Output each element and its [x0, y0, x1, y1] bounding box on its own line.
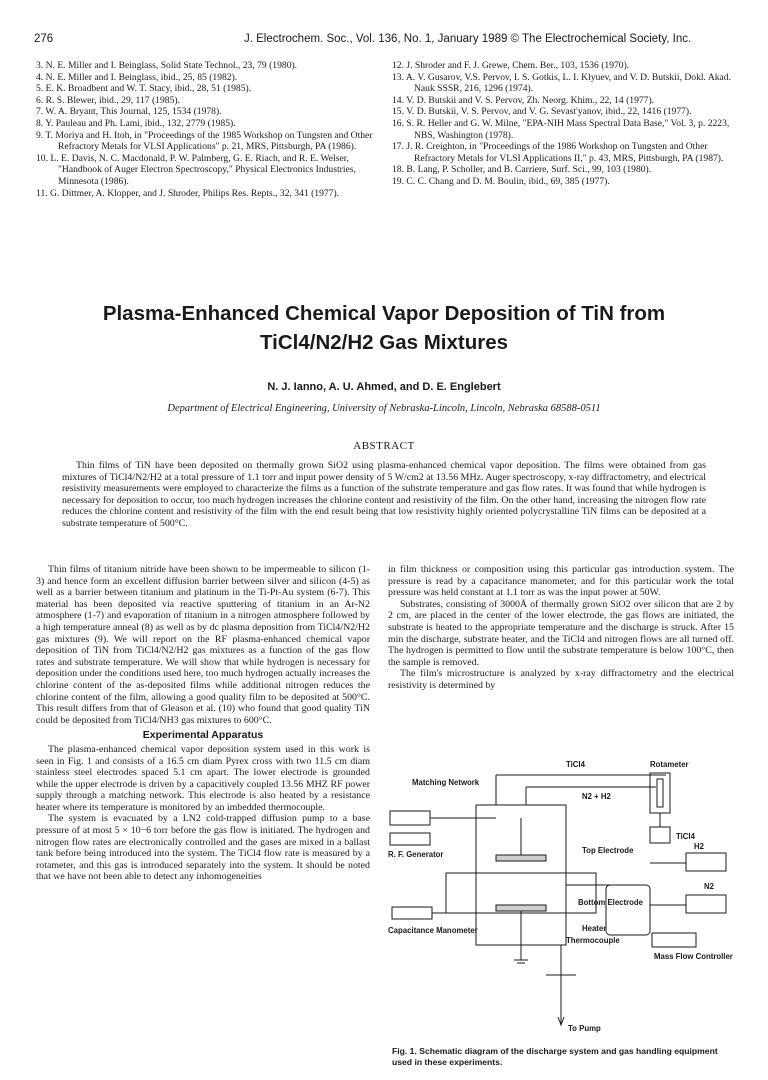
title-line-2: TiCl4/N2/H2 Gas Mixtures	[260, 331, 508, 354]
reference-item: 13. A. V. Gusarov, V.S. Pervov, I. S. Gotkis, L. I. Klyuev, and V. D. Butskii, Dokl. Akad. Nauk SSSR, 216, 1296 (1974).	[392, 71, 731, 95]
reference-item: 15. V. D. Butskii, V. S. Pervov, and V. G. Sevast'yanov, ibid., 22, 1416 (1977).	[392, 106, 692, 118]
fig-label-mass-flow-controller: Mass Flow Controller	[654, 952, 733, 961]
reference-item: 18. B. Lang, P. Scholler, and B. Carriere, Surf. Sci., 99, 103 (1980).	[392, 164, 652, 176]
affiliation: Department of Electrical Engineering, University of Nebraska-Lincoln, Lincoln, Nebraska 68588-0511	[167, 403, 601, 414]
reference-item: 8. Y. Pauleau and Ph. Lami, ibid., 132, 2779 (1985).	[36, 117, 236, 129]
capacitance-manometer-box	[392, 907, 432, 919]
page-number: 276	[34, 33, 54, 45]
body-paragraph: The film's microstructure is analyzed by x-ray diffractometry and the electrical resistivity is determined by	[388, 668, 734, 691]
body-column-left	[36, 564, 370, 883]
mass-flow-controller-box	[652, 933, 696, 947]
mfc-h2	[686, 853, 726, 871]
references-left	[36, 60, 374, 199]
section-heading: Experimental Apparatus	[142, 729, 264, 742]
mfc-n2	[686, 895, 726, 913]
reference-item: 3. N. E. Miller and I. Beinglass, Solid State Technol., 23, 79 (1980).	[36, 60, 298, 71]
journal-line: J. Electrochem. Soc., Vol. 136, No. 1, January 1989 © The Electrochemical Society, Inc.	[244, 33, 692, 45]
bottom-electrode	[496, 905, 546, 911]
fig-label-bottom-electrode: Bottom Electrode	[578, 898, 643, 907]
title-line-1: Plasma-Enhanced Chemical Vapor Deposition of TiN from	[102, 302, 666, 325]
reference-item: 10. L. E. Davis, N. C. Macdonald, P. W. Palmberg, G. E. Riach, and R. E. Welser, "Handbook of Auger Electron Spectroscopy," Physical Electronics Industries, Minnesota (1986).	[36, 152, 356, 187]
figure-1-schematic	[386, 755, 736, 1040]
reference-item: 4. N. E. Miller and I. Beinglass, ibid., 25, 85 (1982).	[36, 71, 238, 83]
intro-paragraph: Thin films of titanium nitride have been shown to be impermeable to silicon (1-3) and hence form an excellent diffusion barrier between silver and silicon (4-5) as well as a barrier between titanium and platinum in the Ti-Pt-Au system (6-7). This material has been deposited via reactive sputtering of titanium in an Ar-N2 atmosphere (1-7) and evaporation of titanium in a nitrogen atmosphere followed by a high temperature anneal (8) as well as by dc plasma deposition from TiCl4/N2/H2 gas mixtures (9). We will report on the RF plasma-enhanced chemical vapor deposition of TiN from TiCl4/N2/H2 gas mixtures as a function of the gas flow rates and substrate temperature. We will show that while hydrogen is necessary for deposition under the conditions used here, too much hydrogen actually increases the chlorine content of the as-deposited films while additional nitrogen reduces the chlorine content of the film, allowing a good quality film to be deposited at 500°C. This result differs from that of Gleason et al. (10) who found that good quality TiN could be deposited from TiCl4/NH3 gas mixtures to 600°C.	[36, 564, 370, 726]
reference-item: 9. T. Moriya and H. Itoh, in "Proceedings of the 1985 Workshop on Tungsten and Other Refractory Metals for VLSI Applications" p. 21, MRS, Pittsburgh, PA (1986).	[36, 129, 373, 153]
fig-label-to-pump: To Pump	[568, 1024, 601, 1033]
fig-label-rf-generator: R. F. Generator	[388, 850, 444, 859]
fig-label-top-electrode: Top Electrode	[582, 846, 634, 855]
reference-item: 19. C. C. Chang and D. M. Boulin, ibid., 69, 385 (1977).	[392, 175, 610, 187]
fig-label-ticl4: TiCl4	[566, 760, 585, 769]
fig-label-n2-h2: N2 + H2	[582, 792, 611, 801]
references-right	[392, 60, 740, 188]
reference-item: 14. V. D. Butskii and V. S. Pervov, Zh. Neorg. Khim., 22, 14 (1977).	[392, 94, 655, 106]
fig-label-matching-network: Matching Network	[412, 778, 480, 787]
figure-caption: Fig. 1. Schematic diagram of the discharge system and gas handling equipment used in these experiments.	[392, 1046, 718, 1067]
reference-item: 17. J. R. Creighton, in "Proceedings of the 1986 Workshop on Tungsten and Other Refractory Metals for VLSI Applications II," p. 43, MRS, Pittsburgh, PA (1987).	[392, 141, 724, 164]
fig-label-thermocouple: Thermocouple	[566, 936, 620, 945]
reference-item: 7. W. A. Bryant, This Journal, 125, 1534 (1978).	[36, 106, 222, 118]
fig-label-heater: Heater	[582, 924, 607, 933]
authors: N. J. Ianno, A. U. Ahmed, and D. E. Englebert	[267, 381, 501, 393]
reference-item: 16. S. R. Heller and G. W. Milne, "EPA-NIH Mass Spectral Data Base," Vol. 3, p. 2223, NBS, Washington (1978).	[392, 117, 730, 141]
body-paragraph: The system is evacuated by a LN2 cold-trapped diffusion pump to a base pressure of at most 5 × 10−6 torr before the gas flow is initiated. The hydrogen and nitrogen flow rates are electronically controlled and the gases are mixed in a ballast tank before being introduced into the system. The TiCl4 flow rate is measured by a rotameter, and this gas is introduced separately into the system. It should be noted that we have not been able to detect any inhomogeneities	[36, 813, 370, 883]
reference-item: 6. R. S. Blewer, ibid., 29, 117 (1985).	[36, 94, 180, 106]
body-paragraph: The plasma-enhanced chemical vapor deposition system used in this work is seen in Fig. 1 and consists of a 16.5 cm diam Pyrex cross with two 11.5 cm diam stainless steel electrodes spaced 5.1 cm apart. The lower electrode is grounded while the upper electrode is driven by a capacitively coupled 13.56 MHZ RF power supply through a matching network. This electrode is also heated by a resistance heater where its temperature is monitored by an imbedded thermocouple.	[36, 743, 370, 813]
reference-item: 12. J. Shroder and F. J. Grewe, Chem. Ber., 103, 1536 (1970).	[392, 60, 630, 71]
fig-label-ticl4-side: TiCl4	[676, 832, 695, 841]
article-title	[34, 299, 734, 357]
fig-label-rotameter: Rotameter	[650, 760, 689, 769]
abstract-text: Thin films of TiN have been deposited on thermally grown SiO2 using plasma-enhanced chemical vapor deposition. The films were obtained from gas mixtures of TiCl4/N2/H2 at a total pressure of 1.1 torr and input power density of 5 W/cm2 at 13.56 MHz. Auger spectroscopy, x-ray diffractometry, and electrical resistivity measurements were employed to characterize the films as a function of the substrate temperature and gas flow rates. It was found that while hydrogen is necessary for deposition to occur, too much hydrogen increases the chlorine content and resistivity of the film. On the other hand, increasing the nitrogen flow rate reduces the chlorine content and resistivity of the film with the end result being that low resistivity highly oriented polycrystalline TiN films can be deposited at a substrate temperature of 500°C.	[62, 460, 706, 529]
ballast-tank	[606, 885, 650, 935]
rf-generator-box	[390, 833, 430, 845]
fig-label-h2: H2	[694, 842, 704, 851]
abstract-heading: ABSTRACT	[353, 440, 415, 452]
running-header	[34, 33, 734, 49]
reference-item: 5. E. K. Broadbent and W. T. Stacy, ibid., 28, 51 (1985).	[36, 83, 252, 95]
fig-label-capacitance-manometer: Capacitance Manometer	[388, 926, 478, 935]
ticl4-vessel	[650, 827, 670, 843]
body-paragraph: Substrates, consisting of 3000Å of thermally grown SiO2 over silicon that are 2 by 2 cm, are placed in the center of the lower electrode, the gas flows are initiated, the substrate is heated to the appropriate temperature and the discharge is struck. After 15 min the discharge, substrate heater, and the TiCl4 and nitrogen flows are all turned off. The hydrogen is permitted to flow until the substrate temperature is below 100°C, then the sample is removed.	[388, 598, 734, 668]
matching-network-box	[390, 811, 430, 825]
fig-label-n2: N2	[704, 882, 714, 891]
body-column-right	[388, 564, 734, 692]
body-paragraph: in film thickness or composition using this particular gas introduction system. The pressure is read by a capacitance manometer, and for this particular work the total pressure was held constant at 1.1 torr as was the input power at 50W.	[388, 564, 734, 599]
top-electrode	[496, 855, 546, 861]
reference-item: 11. G. Dittmer, A. Klopper, and J. Shroder, Philips Res. Repts., 32, 341 (1977).	[36, 187, 340, 199]
